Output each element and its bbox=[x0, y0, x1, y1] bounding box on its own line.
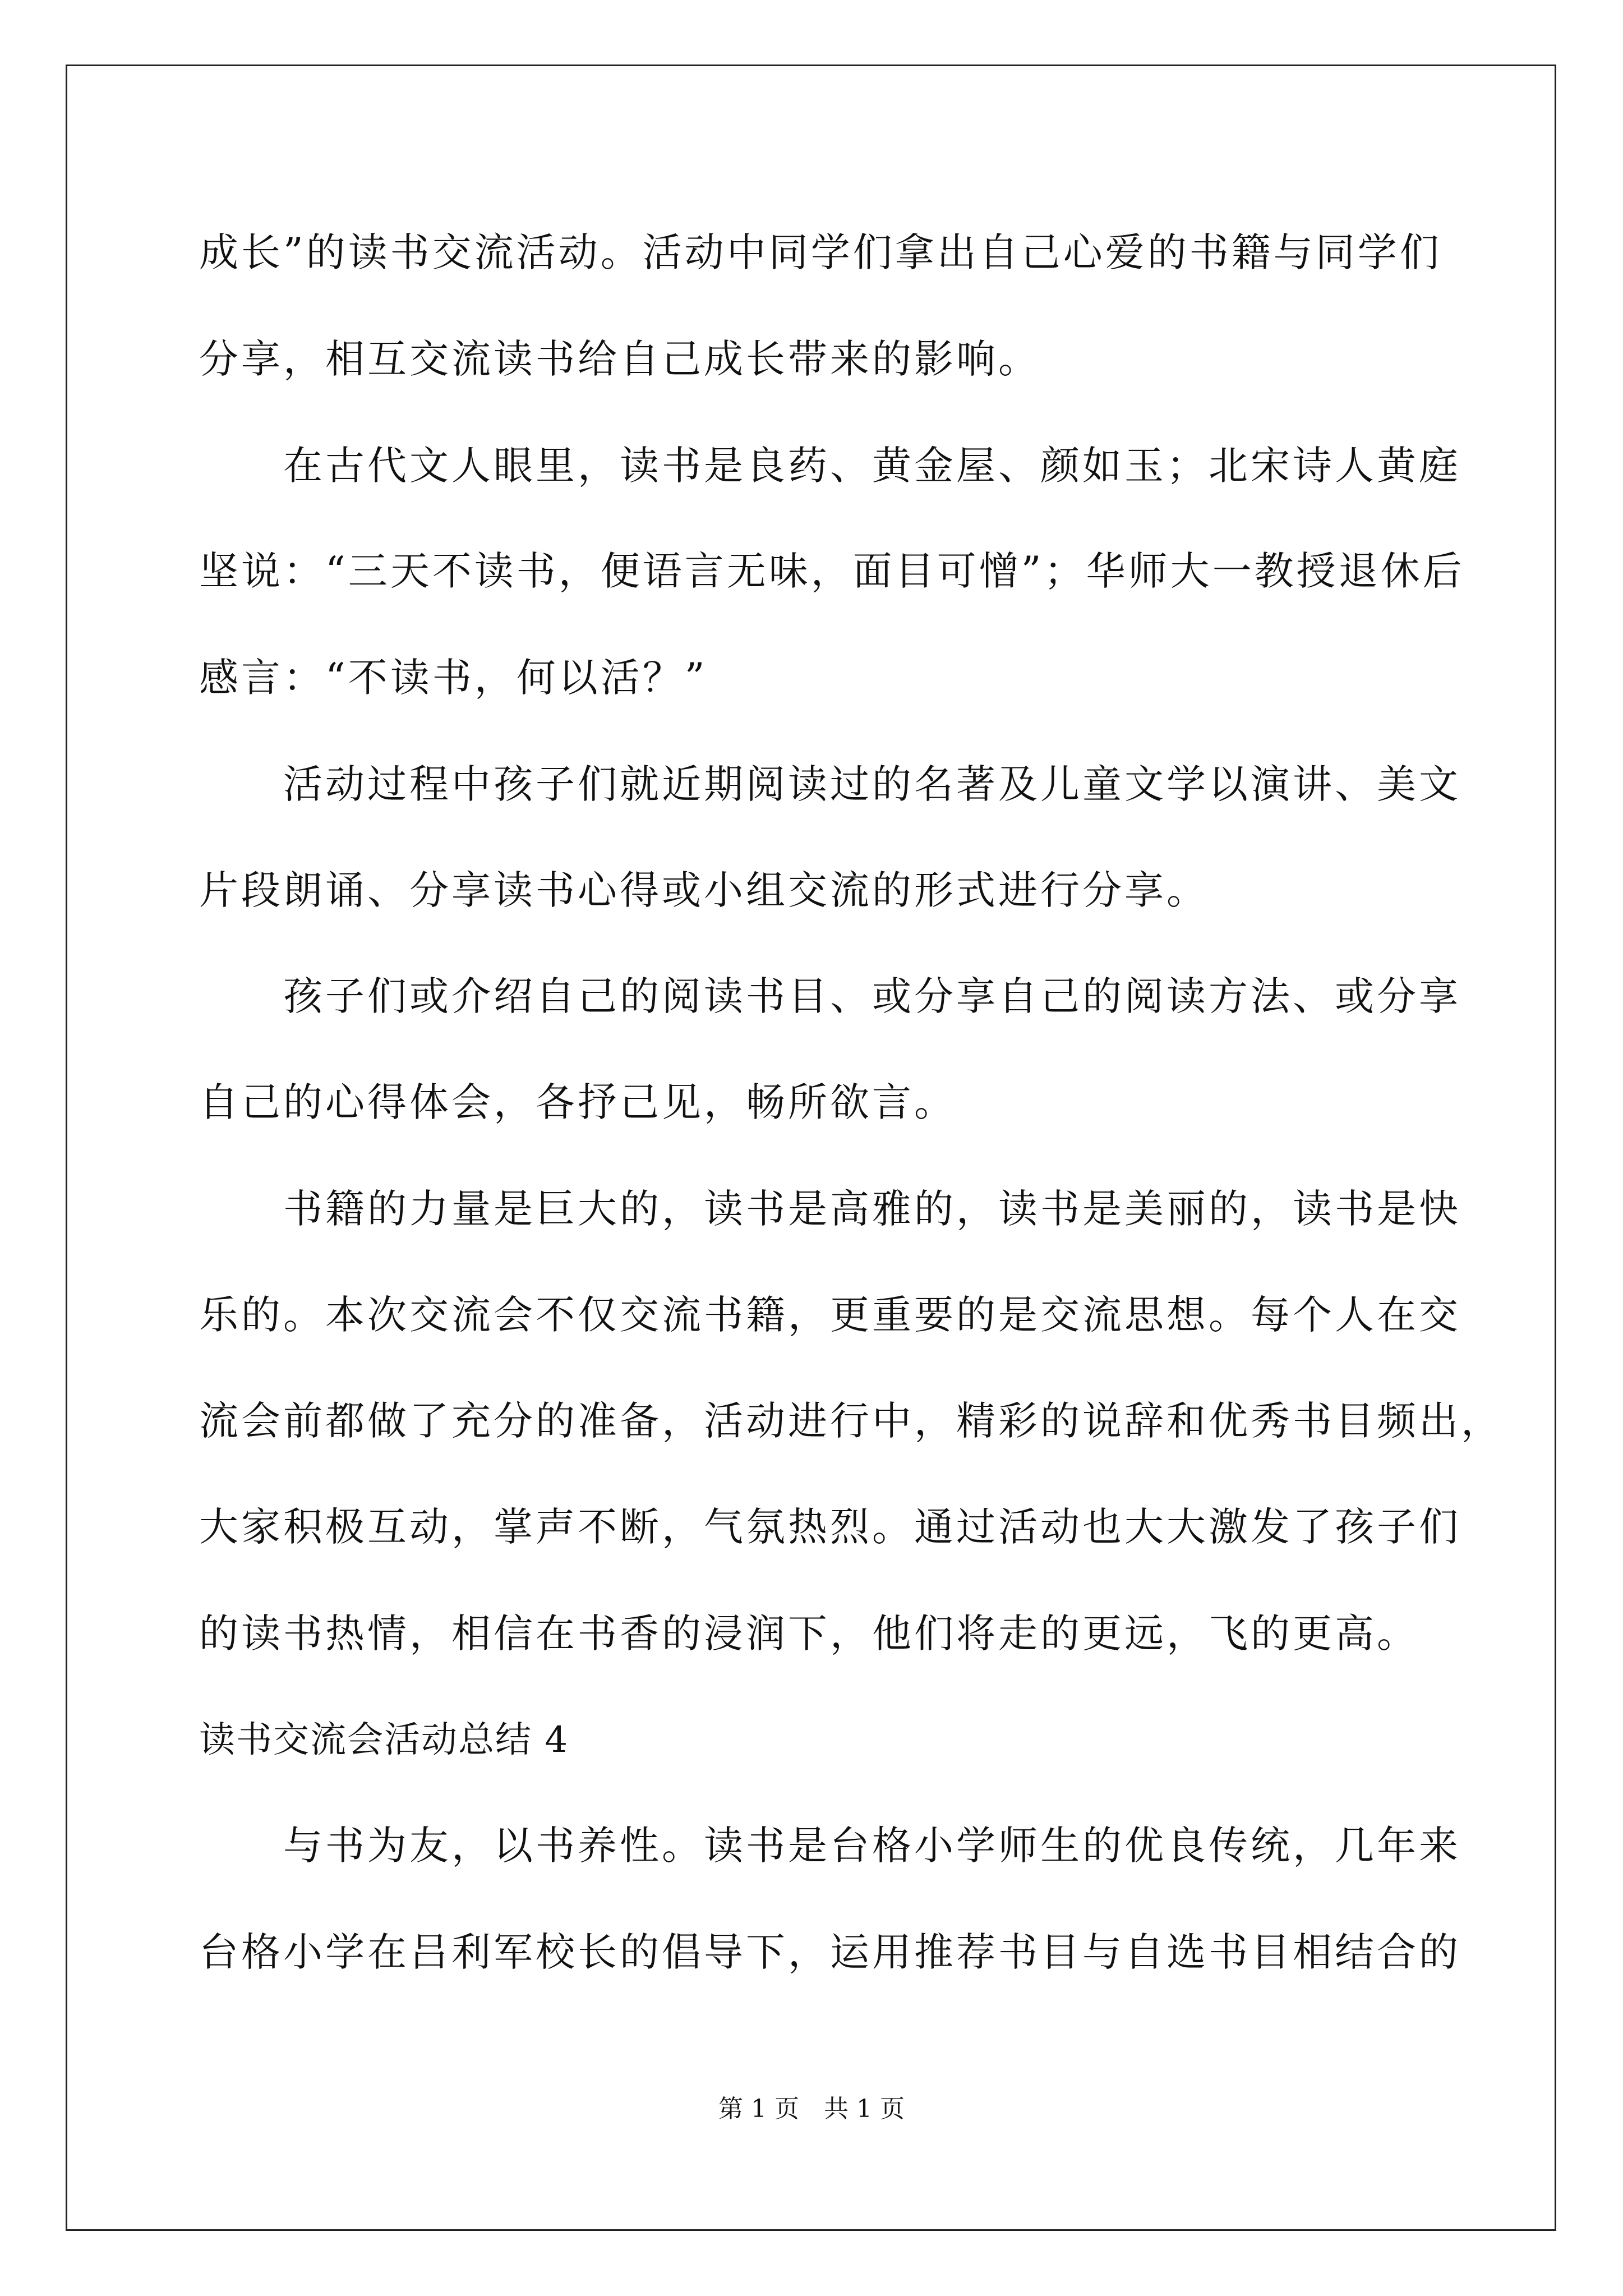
body-line-1: 成长”的读书交流活动。活动中同学们拿出自己心爱的书籍与同学们 bbox=[199, 229, 1442, 275]
body-line-12: 流会前都做了充分的准备，活动进行中，精彩的说辞和优秀书目频出， bbox=[199, 1398, 1503, 1444]
body-line-11: 乐的。本次交流会不仅交流书籍，更重要的是交流思想。每个人在交 bbox=[199, 1292, 1461, 1338]
page-border bbox=[66, 65, 1556, 2231]
body-line-5: 感言：“不读书，何以活？” bbox=[199, 655, 708, 701]
body-line-6: 活动过程中孩子们就近期阅读过的名著及儿童文学以演讲、美文 bbox=[199, 761, 1461, 807]
body-line-15: 与书为友，以书养性。读书是台格小学师生的优良传统，几年来 bbox=[199, 1823, 1461, 1869]
body-line-16: 台格小学在吕利军校长的倡导下，运用推荐书目与自选书目相结合的 bbox=[199, 1929, 1461, 1975]
body-line-7: 片段朗诵、分享读书心得或小组交流的形式进行分享。 bbox=[199, 867, 1209, 913]
body-line-3: 在古代文人眼里，读书是良药、黄金屋、颜如玉；北宋诗人黄庭 bbox=[199, 443, 1461, 489]
body-line-4: 坚说：“三天不读书，便语言无味，面目可憎”；华师大一教授退休后 bbox=[199, 548, 1465, 594]
body-line-13: 大家积极互动，掌声不断，气氛热烈。通过活动也大大激发了孩子们 bbox=[199, 1504, 1461, 1550]
body-line-8: 孩子们或介绍自己的阅读书目、或分享自己的阅读方法、或分享 bbox=[199, 973, 1461, 1019]
section-heading: 读书交流会活动总结 4 bbox=[199, 1719, 569, 1761]
page-footer: 第 1 页 共 1 页 bbox=[718, 2095, 905, 2123]
body-line-14: 的读书热情，相信在书香的浸润下，他们将走的更远，飞的更高。 bbox=[199, 1611, 1419, 1657]
body-line-2: 分享，相互交流读书给自己成长带来的影响。 bbox=[199, 336, 1040, 382]
body-line-10: 书籍的力量是巨大的，读书是高雅的，读书是美丽的，读书是快 bbox=[199, 1186, 1461, 1232]
body-line-9: 自己的心得体会，各抒己见，畅所欲言。 bbox=[199, 1079, 956, 1125]
